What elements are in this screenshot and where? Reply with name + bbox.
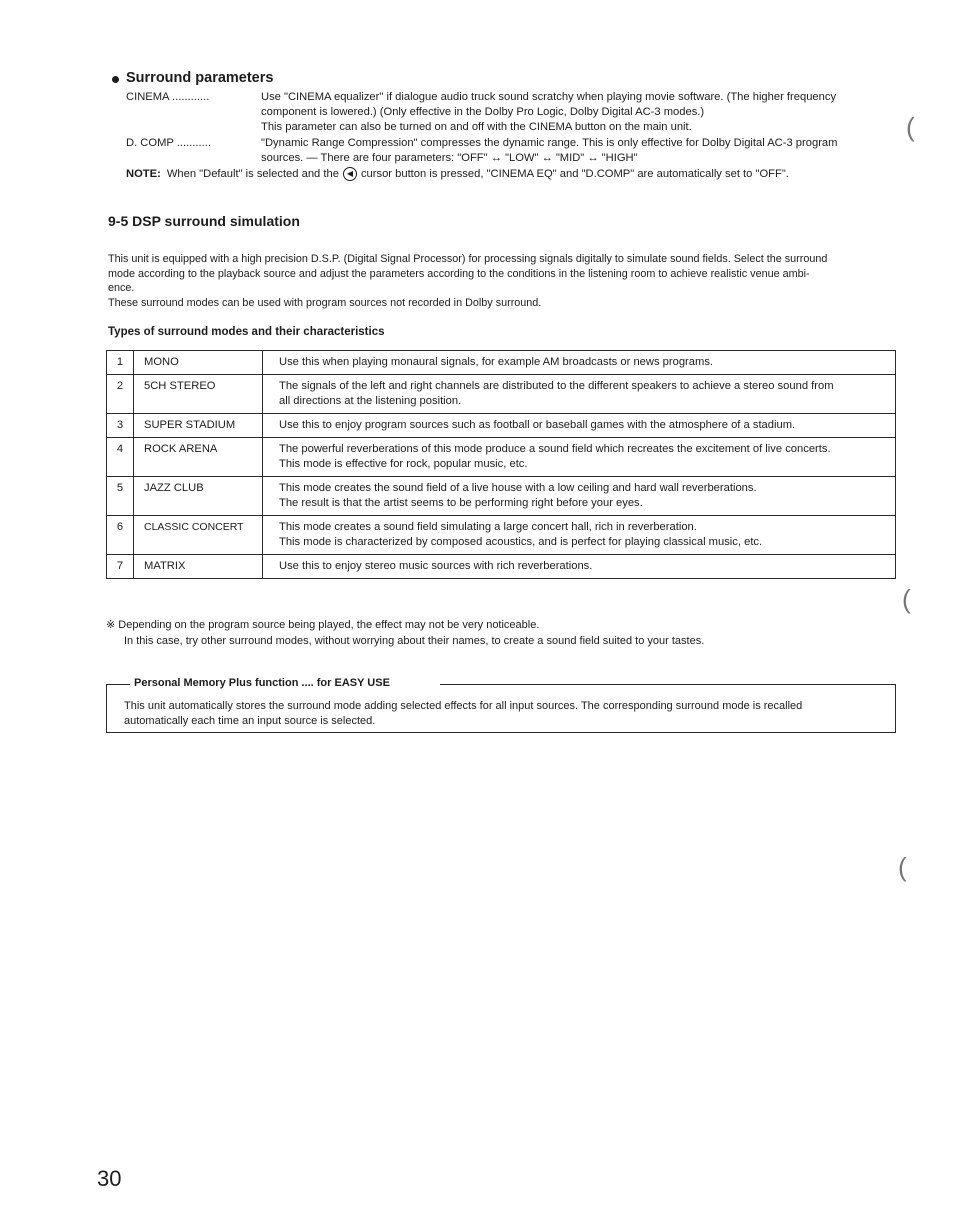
table-row xyxy=(107,351,896,375)
intro-line: mode according to the playback source and adjust the parameters according to the conditions in the listening room to achieve realistic venue ambi- xyxy=(108,267,810,280)
mode-line: Use this to enjoy stereo music sources with rich reverberations. xyxy=(279,560,593,572)
mode-name: SUPER STADIUM xyxy=(134,414,263,438)
section-heading: 9-5 DSP surround simulation xyxy=(108,213,300,229)
table-row xyxy=(107,477,896,516)
mode-description xyxy=(263,555,896,579)
mode-line: The signals of the left and right channels are distributed to the different speakers to achieve a stereo sound from xyxy=(279,380,834,392)
cinema-line: This parameter can also be turned on and off with the CINEMA button on the main unit. xyxy=(261,121,692,133)
margin-mark: ( xyxy=(898,852,907,882)
note-label: NOTE: xyxy=(126,167,161,180)
mode-description xyxy=(263,516,896,555)
dcomp-description xyxy=(261,136,903,166)
types-heading: Types of surround modes and their characteristics xyxy=(108,326,385,338)
table-row xyxy=(107,438,896,477)
mode-description xyxy=(263,375,896,414)
table-row xyxy=(107,414,896,438)
surround-parameters-heading: Surround parameters xyxy=(126,70,274,86)
memory-text xyxy=(124,699,802,728)
mode-line: Use this when playing monaural signals, for example AM broadcasts or news programs. xyxy=(279,356,714,368)
page-number: 30 xyxy=(97,1166,122,1191)
dcomp-line: sources. — There are four parameters: "OFF" ↔ "LOW" ↔ "MID" ↔ "HIGH" xyxy=(261,152,638,164)
mode-line: This mode creates the sound field of a live house with a low ceiling and hard wall reverberations. xyxy=(279,482,757,494)
mode-description xyxy=(263,414,896,438)
mode-number: 7 xyxy=(107,555,134,579)
table-row xyxy=(107,555,896,579)
mode-number: 2 xyxy=(107,375,134,414)
footnote xyxy=(106,617,704,649)
intro-line: ence. xyxy=(108,282,135,294)
cinema-description xyxy=(261,90,903,135)
mode-number: 5 xyxy=(107,477,134,516)
mode-line: Use this to enjoy program sources such as football or baseball games with the atmosphere of a stadium. xyxy=(279,419,796,431)
mode-name: ROCK ARENA xyxy=(134,438,263,477)
cursor-left-icon: ◀ xyxy=(343,167,357,181)
memory-title: Personal Memory Plus function .... for EASY USE xyxy=(134,677,390,689)
note-text: cursor button is pressed, "CINEMA EQ" and "D.COMP" are automatically set to "OFF". xyxy=(360,167,789,180)
memory-box-border xyxy=(440,684,895,685)
mode-number: 1 xyxy=(107,351,134,375)
bullet-icon xyxy=(112,76,119,83)
note-text: When "Default" is selected and the xyxy=(166,167,339,180)
mode-line: This mode is effective for rock, popular music, etc. xyxy=(279,458,528,470)
memory-box-border xyxy=(106,684,130,685)
mode-line: This mode creates a sound field simulating a large concert hall, rich in reverberation. xyxy=(279,521,697,533)
mode-name: 5CH STEREO xyxy=(134,375,263,414)
surround-modes-table xyxy=(106,350,896,579)
mode-name: MONO xyxy=(134,351,263,375)
intro-line: This unit is equipped with a high precision D.S.P. (Digital Signal Processor) for processing signals digitally to simulate sound fields. Select the surround xyxy=(108,253,828,265)
footnote-mark-icon: ※ xyxy=(106,619,116,631)
mode-description xyxy=(263,351,896,375)
mode-number: 4 xyxy=(107,438,134,477)
cinema-line: component is lowered.) (Only effective in the Dolby Pro Logic, Dolby Digital AC-3 modes.) xyxy=(261,106,705,118)
mode-description xyxy=(263,477,896,516)
memory-line: This unit automatically stores the surround mode adding selected effects for all input sources. The corresponding surround mode is recalled xyxy=(124,700,803,712)
cinema-term: CINEMA ............ xyxy=(126,91,210,103)
mode-number: 6 xyxy=(107,516,134,555)
mode-line: The result is that the artist seems to be performing right before your eyes. xyxy=(279,497,643,509)
margin-mark: ( xyxy=(902,584,911,614)
intro-line: These surround modes can be used with program sources not recorded in Dolby surround. xyxy=(108,296,542,309)
table-row xyxy=(107,516,896,555)
memory-line: automatically each time an input source is selected. xyxy=(124,714,376,727)
footnote-line: Depending on the program source being played, the effect may not be very noticeable. xyxy=(118,619,540,631)
mode-name: MATRIX xyxy=(134,555,263,579)
mode-name: JAZZ CLUB xyxy=(134,477,263,516)
intro-paragraph xyxy=(108,252,900,310)
dcomp-term: D. COMP ........... xyxy=(126,137,211,149)
mode-line: all directions at the listening position. xyxy=(279,395,462,407)
mode-description xyxy=(263,438,896,477)
cinema-line: Use "CINEMA equalizer" if dialogue audio truck sound scratchy when playing movie software. (The higher frequency xyxy=(261,91,837,103)
margin-mark: ( xyxy=(906,112,915,142)
note xyxy=(126,167,789,181)
mode-number: 3 xyxy=(107,414,134,438)
mode-line: This mode is characterized by composed acoustics, and is perfect for playing classical music, etc. xyxy=(279,536,763,548)
mode-name: CLASSIC CONCERT xyxy=(134,516,263,555)
dcomp-line: "Dynamic Range Compression" compresses the dynamic range. This is only effective for Dolby Digital AC-3 program xyxy=(261,137,838,149)
footnote-line: In this case, try other surround modes, without worrying about their names, to create a sound field suited to your tastes. xyxy=(124,635,705,647)
table-row xyxy=(107,375,896,414)
mode-line: The powerful reverberations of this mode produce a sound field which recreates the excitement of live concerts. xyxy=(279,443,831,455)
